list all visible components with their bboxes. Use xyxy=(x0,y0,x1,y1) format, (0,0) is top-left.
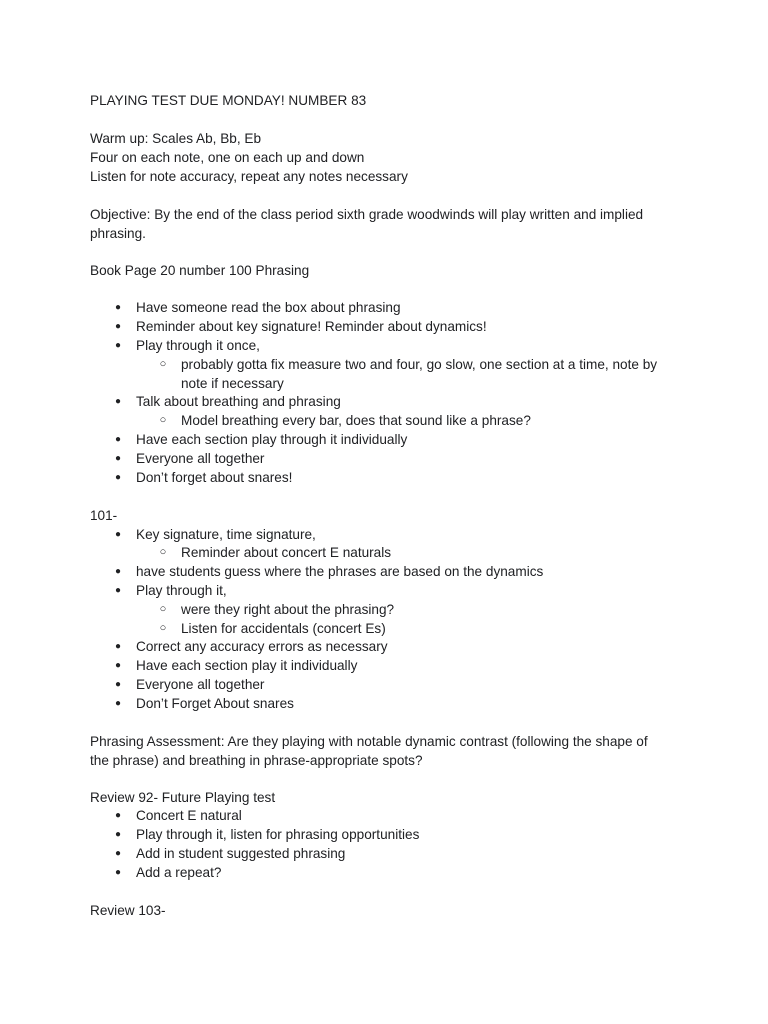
objective-line: Objective: By the end of the class period sixth grade woodwinds will play written and implied xyxy=(90,207,644,222)
list-item-text: have students guess where the phrases are based on the dynamics xyxy=(136,564,544,579)
bullet-icon: ● xyxy=(114,641,122,652)
sub-list-item-text: probably gotta fix measure two and four, go slow, one section at a time, note by xyxy=(181,357,658,372)
bullet-icon: ● xyxy=(114,679,122,690)
bullet-icon: ● xyxy=(114,302,122,313)
bullet-icon: ● xyxy=(114,396,122,407)
document-title: PLAYING TEST DUE MONDAY! NUMBER 83 xyxy=(90,93,367,108)
list-item-text: Have someone read the box about phrasing xyxy=(136,300,401,315)
objective-line: phrasing. xyxy=(90,226,146,241)
warmup-line: Warm up: Scales Ab, Bb, Eb xyxy=(90,131,262,146)
bullet-icon: ● xyxy=(114,340,122,351)
sub-bullet-icon: ○ xyxy=(159,622,167,634)
bullet-icon: ● xyxy=(114,529,122,540)
list-item-text: Don’t Forget About snares xyxy=(136,696,294,711)
review-103-heading: Review 103- xyxy=(90,903,166,918)
list-item-text: Don’t forget about snares! xyxy=(136,470,293,485)
sub-list-item-text: Model breathing every bar, does that sound like a phrase? xyxy=(181,413,531,428)
bullet-icon: ● xyxy=(114,848,122,859)
list-item-text: Talk about breathing and phrasing xyxy=(136,394,341,409)
sub-list-item-text: Listen for accidentals (concert Es) xyxy=(181,621,386,636)
bullet-icon: ● xyxy=(114,472,122,483)
bullet-icon: ● xyxy=(114,829,122,840)
list-item-text: Everyone all together xyxy=(136,451,265,466)
bullet-icon: ● xyxy=(114,566,122,577)
sub-bullet-icon: ○ xyxy=(159,414,167,426)
list-item-text: Everyone all together xyxy=(136,677,265,692)
list-item-text: Add a repeat? xyxy=(136,865,222,880)
review-92-heading: Review 92- Future Playing test xyxy=(90,790,276,805)
sub-list-item-text: Reminder about concert E naturals xyxy=(181,545,392,560)
bullet-icon: ● xyxy=(114,867,122,878)
bullet-icon: ● xyxy=(114,698,122,709)
list-item-text: Concert E natural xyxy=(136,808,242,823)
list-item-text: Play through it, listen for phrasing opportunities xyxy=(136,827,420,842)
bullet-icon: ● xyxy=(114,810,122,821)
list-item-text: Play through it once, xyxy=(136,338,260,353)
bullet-icon: ● xyxy=(114,321,122,332)
bullet-icon: ● xyxy=(114,453,122,464)
list-item-text: Have each section play through it individually xyxy=(136,432,408,447)
list-item-text: Play through it, xyxy=(136,583,227,598)
list-item-text: Key signature, time signature, xyxy=(136,527,316,542)
sub-bullet-icon: ○ xyxy=(159,358,167,370)
list-item-text: Add in student suggested phrasing xyxy=(136,846,346,861)
section-101-heading: 101- xyxy=(90,508,118,523)
bullet-icon: ● xyxy=(114,434,122,445)
sub-list-item-text: were they right about the phrasing? xyxy=(181,602,395,617)
warmup-line: Four on each note, one on each up and down xyxy=(90,150,365,165)
sub-list-item-text: note if necessary xyxy=(181,376,284,391)
section-100-heading: Book Page 20 number 100 Phrasing xyxy=(90,263,310,278)
bullet-icon: ● xyxy=(114,660,122,671)
list-item-text: Have each section play it individually xyxy=(136,658,358,673)
sub-bullet-icon: ○ xyxy=(159,603,167,615)
assessment-line: Phrasing Assessment: Are they playing with notable dynamic contrast (following the shape of xyxy=(90,734,648,749)
sub-bullet-icon: ○ xyxy=(159,546,167,558)
list-item-text: Correct any accuracy errors as necessary xyxy=(136,639,388,654)
assessment-line: the phrase) and breathing in phrase-appropriate spots? xyxy=(90,753,423,768)
warmup-line: Listen for note accuracy, repeat any notes necessary xyxy=(90,169,408,184)
list-item-text: Reminder about key signature! Reminder about dynamics! xyxy=(136,319,487,334)
bullet-icon: ● xyxy=(114,585,122,596)
